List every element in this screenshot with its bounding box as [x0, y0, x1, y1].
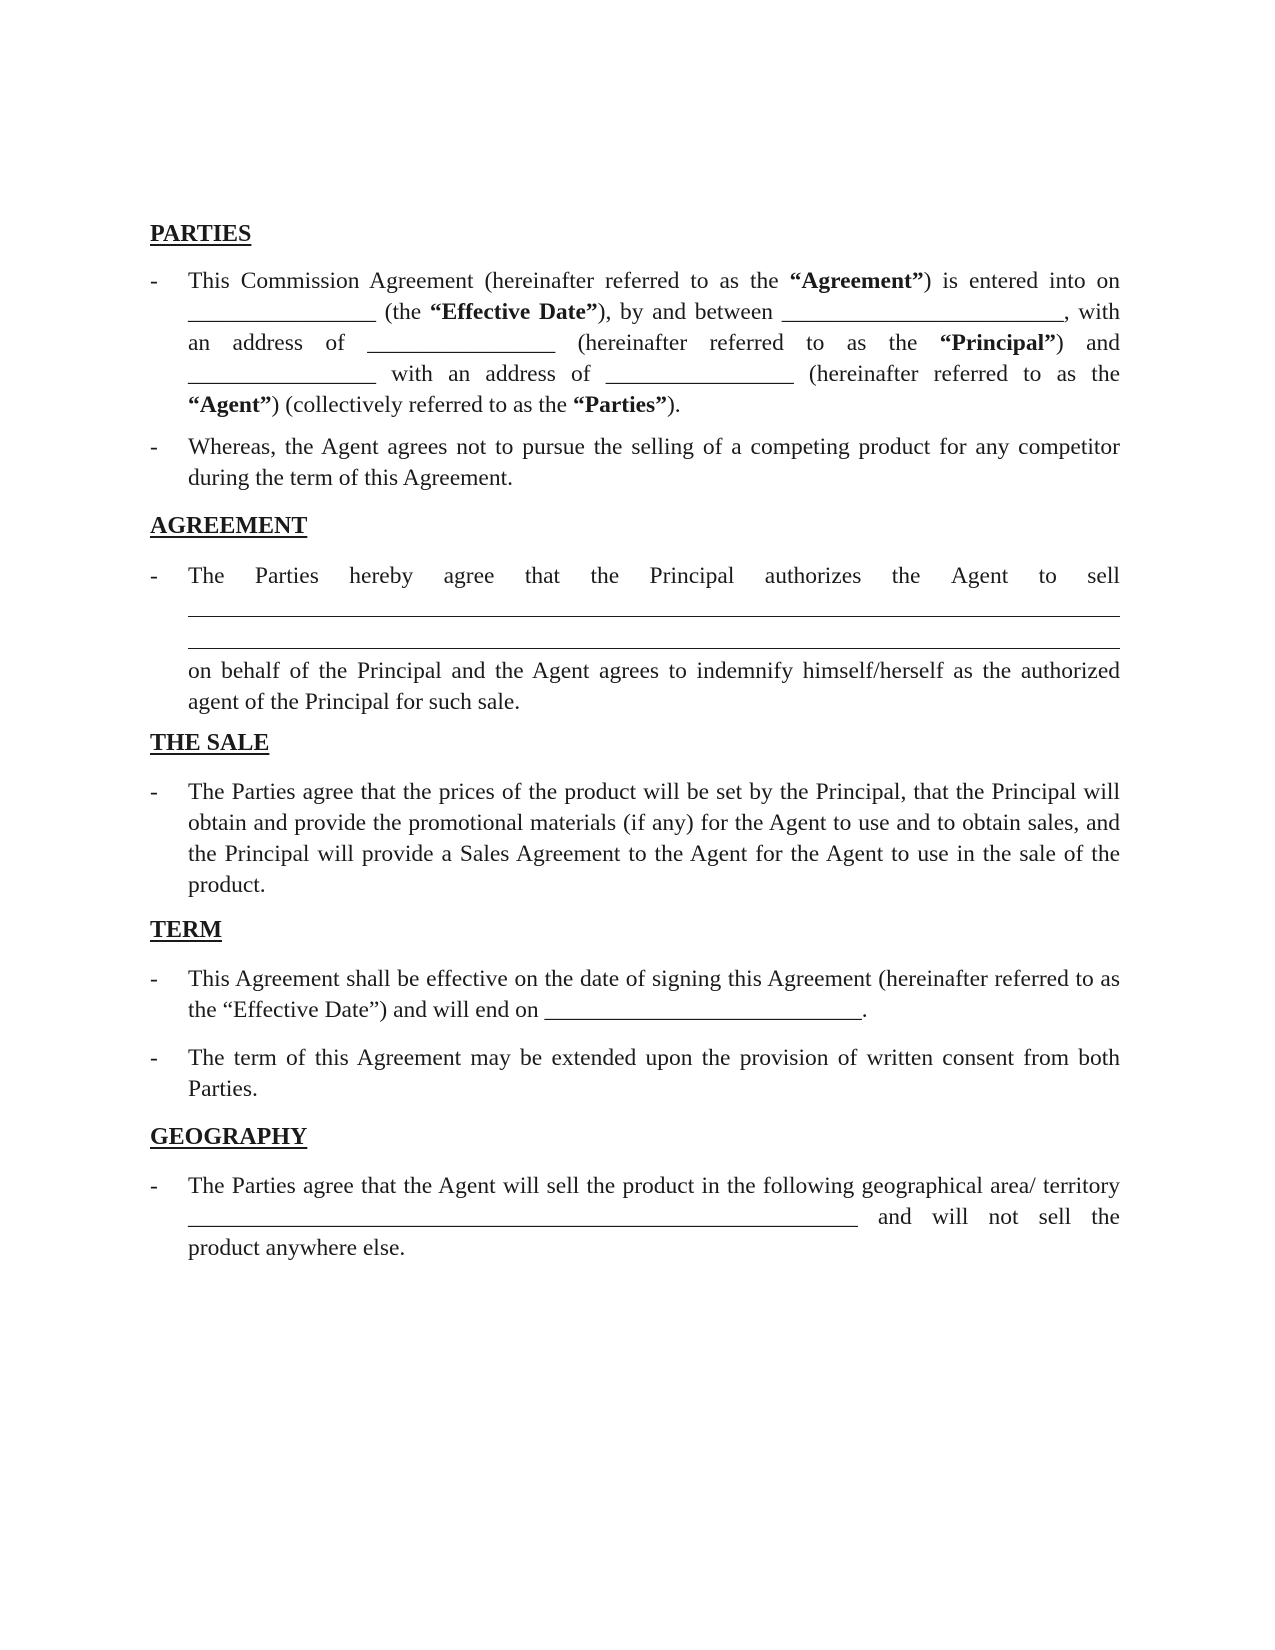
bullet-dash: - — [150, 563, 158, 589]
sale-item-1-text: The Parties agree that the prices of the product will be set by the Principal, that the Principal will obtain and provide the promotional materials (if any) for the Agent to use and to obtain sales, and the Principal will provide a Sales Agreement to the Agent for the Agent to use in the sale of the product. — [188, 779, 1120, 898]
term-effective-date: “Effective Date” — [429, 299, 598, 325]
parties-item-2 — [150, 432, 1120, 494]
geography-item-1 — [150, 1171, 1120, 1264]
text-run: ) (collectively referred to as the — [271, 392, 573, 418]
agreement-word: the — [590, 563, 620, 589]
term-item-1 — [150, 964, 1120, 1026]
agreement-item-1-rest: on behalf of the Principal and the Agent agrees to indemnify himself/herself as the authorized agent of the Principal for such sale. — [188, 658, 1120, 715]
section-heading-the-sale: THE SALE — [150, 730, 270, 756]
agreement-word: the — [891, 563, 921, 589]
term-item-2-text: The term of this Agreement may be extended upon the provision of written consent from both Parties. — [188, 1045, 1120, 1102]
section-heading-agreement: AGREEMENT — [150, 513, 308, 539]
agreement-word: Parties — [254, 563, 319, 589]
text-run: and will not sell the product anywhere else. — [188, 1204, 1120, 1261]
blank-principal-address: ________________ — [367, 330, 556, 356]
term-item-2 — [150, 1043, 1120, 1105]
text-run: ), by and between — [597, 299, 782, 325]
agreement-word: to — [1038, 563, 1057, 589]
text-run: This Agreement shall be effective on the date of signing this Agreement (hereinafter referred to as the “Effective Date”) and will end on — [188, 966, 1120, 1023]
agreement-word: Principal — [649, 563, 735, 589]
agreement-item-1-text — [188, 561, 1120, 718]
agreement-word: agree — [443, 563, 495, 589]
text-run: The Parties agree that the Agent will sell the product in the following geographical area/ territory — [188, 1173, 1120, 1199]
agreement-first-line — [188, 561, 1120, 592]
agreement-word: The — [188, 563, 225, 589]
bullet-dash: - — [150, 966, 158, 992]
agreement-word: authorizes — [764, 563, 862, 589]
text-run: ) is entered into on — [923, 268, 1120, 294]
section-heading-parties: PARTIES — [150, 221, 252, 247]
section-heading-geography: GEOGRAPHY — [150, 1124, 308, 1150]
term-principal: “Principal” — [939, 330, 1056, 356]
text-run: This Commission Agreement (hereinafter referred to as the — [188, 268, 790, 294]
blank-product-line-1 — [188, 592, 1120, 617]
text-run: ). — [666, 392, 681, 418]
parties-item-2-text: Whereas, the Agent agrees not to pursue the selling of a competing product for any competitor during the term of this Agreement. — [188, 434, 1120, 491]
blank-product-line-2 — [188, 624, 1120, 649]
blank-agent-address: ________________ — [605, 361, 794, 387]
agreement-item-1 — [150, 561, 1120, 718]
term-parties: “Parties” — [572, 392, 667, 418]
agreement-word: hereby — [349, 563, 414, 589]
text-run: ) and — [1055, 330, 1121, 356]
bullet-dash: - — [150, 1173, 158, 1199]
text-run: (hereinafter referred to as the — [555, 330, 940, 356]
blank-territory: _________________________________________________________ — [188, 1204, 858, 1230]
blank-end-date: ___________________________ — [544, 997, 862, 1023]
term-agent: “Agent” — [188, 392, 272, 418]
parties-item-1-text — [188, 266, 1120, 421]
text-run: , — [1063, 299, 1070, 325]
sale-item-1 — [150, 777, 1120, 901]
section-heading-term: TERM — [150, 917, 222, 943]
bullet-dash: - — [150, 1045, 158, 1071]
text-run: (hereinafter referred to as the — [793, 361, 1120, 387]
agreement-word: sell — [1087, 563, 1120, 589]
geography-item-1-text — [188, 1171, 1120, 1264]
blank-principal-name: ________________________ — [781, 299, 1064, 325]
text-run: (the — [376, 299, 430, 325]
text-run: with an address of — [376, 361, 606, 387]
agreement-word: that — [524, 563, 561, 589]
bullet-dash: - — [150, 434, 158, 460]
bullet-dash: - — [150, 779, 158, 805]
agreement-word: Agent — [950, 563, 1009, 589]
bullet-dash: - — [150, 268, 158, 294]
blank-agent-name: ________________ — [188, 361, 376, 387]
parties-item-1 — [150, 266, 1120, 421]
term-item-1-text — [188, 964, 1120, 1026]
blank-effective-date: ________________ — [188, 299, 376, 325]
term-agreement: “Agreement” — [789, 268, 924, 294]
text-run: . — [861, 997, 868, 1023]
text-run: with an address of — [188, 299, 1120, 356]
